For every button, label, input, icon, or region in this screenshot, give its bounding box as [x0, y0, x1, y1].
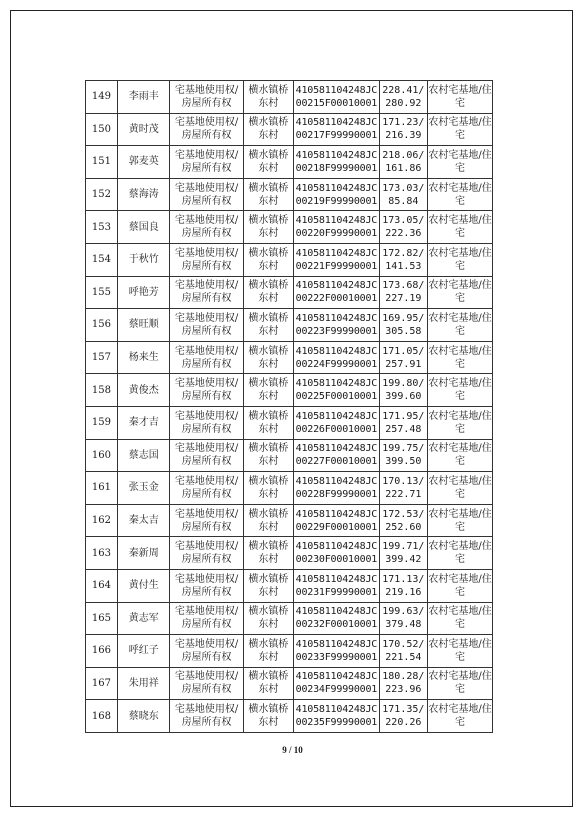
owner-name-cell: 黄俊杰 — [117, 374, 170, 407]
area-cell: 170.52/221.54 — [379, 635, 427, 668]
land-use-cell: 农村宅基地/住宅 — [428, 635, 493, 668]
row-number-cell: 149 — [86, 81, 118, 114]
right-type-cell: 宅基地使用权/房屋所有权 — [170, 309, 243, 342]
location-cell: 横水镇桥东村 — [243, 113, 293, 146]
page-number: 9 / 10 — [282, 745, 303, 755]
right-type-cell: 宅基地使用权/房屋所有权 — [170, 700, 243, 733]
area-cell: 199.63/379.48 — [379, 602, 427, 635]
land-use-cell: 农村宅基地/住宅 — [428, 406, 493, 439]
owner-name-cell: 蔡国良 — [117, 211, 170, 244]
owner-name-cell: 秦才吉 — [117, 406, 170, 439]
unit-code-cell: 410581104248JC00215F00010001 — [294, 81, 380, 114]
right-type-cell: 宅基地使用权/房屋所有权 — [170, 276, 243, 309]
location-cell: 横水镇桥东村 — [243, 374, 293, 407]
area-cell: 171.95/257.48 — [379, 406, 427, 439]
owner-name-cell: 蔡海涛 — [117, 178, 170, 211]
row-number-cell: 151 — [86, 146, 118, 179]
owner-name-cell: 李雨丰 — [117, 81, 170, 114]
row-number-cell: 168 — [86, 700, 118, 733]
row-number-cell: 159 — [86, 406, 118, 439]
unit-code-cell: 410581104248JC00226F00010001 — [294, 406, 380, 439]
area-cell: 199.71/399.42 — [379, 537, 427, 570]
right-type-cell: 宅基地使用权/房屋所有权 — [170, 374, 243, 407]
row-number-cell: 162 — [86, 504, 118, 537]
right-type-cell: 宅基地使用权/房屋所有权 — [170, 341, 243, 374]
location-cell: 横水镇桥东村 — [243, 243, 293, 276]
right-type-cell: 宅基地使用权/房屋所有权 — [170, 439, 243, 472]
land-use-cell: 农村宅基地/住宅 — [428, 276, 493, 309]
location-cell: 横水镇桥东村 — [243, 309, 293, 342]
row-number-cell: 156 — [86, 309, 118, 342]
table-row — [86, 406, 493, 439]
table-row — [86, 211, 493, 244]
location-cell: 横水镇桥东村 — [243, 178, 293, 211]
owner-name-cell: 黄时茂 — [117, 113, 170, 146]
row-number-cell: 152 — [86, 178, 118, 211]
area-cell: 199.80/399.60 — [379, 374, 427, 407]
row-number-cell: 154 — [86, 243, 118, 276]
table-row — [86, 667, 493, 700]
land-use-cell: 农村宅基地/住宅 — [428, 81, 493, 114]
right-type-cell: 宅基地使用权/房屋所有权 — [170, 406, 243, 439]
area-cell: 228.41/280.92 — [379, 81, 427, 114]
unit-code-cell: 410581104248JC00233F99990001 — [294, 635, 380, 668]
owner-name-cell: 呼艳芳 — [117, 276, 170, 309]
location-cell: 横水镇桥东村 — [243, 81, 293, 114]
row-number-cell: 158 — [86, 374, 118, 407]
table-row — [86, 635, 493, 668]
table-row — [86, 602, 493, 635]
table-row — [86, 113, 493, 146]
area-cell: 218.06/161.86 — [379, 146, 427, 179]
area-cell: 171.23/216.39 — [379, 113, 427, 146]
land-use-cell: 农村宅基地/住宅 — [428, 113, 493, 146]
unit-code-cell: 410581104248JC00218F99990001 — [294, 146, 380, 179]
row-number-cell: 165 — [86, 602, 118, 635]
table-row — [86, 569, 493, 602]
unit-code-cell: 410581104248JC00232F00010001 — [294, 602, 380, 635]
row-number-cell: 166 — [86, 635, 118, 668]
unit-code-cell: 410581104248JC00222F00010001 — [294, 276, 380, 309]
unit-code-cell: 410581104248JC00225F00010001 — [294, 374, 380, 407]
unit-code-cell: 410581104248JC00224F99990001 — [294, 341, 380, 374]
area-cell: 171.13/219.16 — [379, 569, 427, 602]
registry-table — [85, 80, 493, 733]
unit-code-cell: 410581104248JC00230F00010001 — [294, 537, 380, 570]
location-cell: 横水镇桥东村 — [243, 635, 293, 668]
land-use-cell: 农村宅基地/住宅 — [428, 472, 493, 505]
right-type-cell: 宅基地使用权/房屋所有权 — [170, 81, 243, 114]
unit-code-cell: 410581104248JC00219F99990001 — [294, 178, 380, 211]
location-cell: 横水镇桥东村 — [243, 276, 293, 309]
right-type-cell: 宅基地使用权/房屋所有权 — [170, 569, 243, 602]
table-row — [86, 700, 493, 733]
table-row — [86, 341, 493, 374]
table-row — [86, 276, 493, 309]
location-cell: 横水镇桥东村 — [243, 569, 293, 602]
table-row — [86, 472, 493, 505]
row-number-cell: 160 — [86, 439, 118, 472]
unit-code-cell: 410581104248JC00231F99990001 — [294, 569, 380, 602]
owner-name-cell: 张玉金 — [117, 472, 170, 505]
location-cell: 横水镇桥东村 — [243, 406, 293, 439]
owner-name-cell: 蔡旺顺 — [117, 309, 170, 342]
table-row — [86, 243, 493, 276]
owner-name-cell: 朱用祥 — [117, 667, 170, 700]
right-type-cell: 宅基地使用权/房屋所有权 — [170, 146, 243, 179]
land-use-cell: 农村宅基地/住宅 — [428, 537, 493, 570]
row-number-cell: 157 — [86, 341, 118, 374]
right-type-cell: 宅基地使用权/房屋所有权 — [170, 602, 243, 635]
right-type-cell: 宅基地使用权/房屋所有权 — [170, 113, 243, 146]
land-use-cell: 农村宅基地/住宅 — [428, 569, 493, 602]
area-cell: 173.05/222.36 — [379, 211, 427, 244]
table-row — [86, 374, 493, 407]
location-cell: 横水镇桥东村 — [243, 700, 293, 733]
owner-name-cell: 蔡晓东 — [117, 700, 170, 733]
land-use-cell: 农村宅基地/住宅 — [428, 309, 493, 342]
right-type-cell: 宅基地使用权/房屋所有权 — [170, 667, 243, 700]
land-use-cell: 农村宅基地/住宅 — [428, 178, 493, 211]
land-use-cell: 农村宅基地/住宅 — [428, 439, 493, 472]
table-row — [86, 81, 493, 114]
area-cell: 171.05/257.91 — [379, 341, 427, 374]
owner-name-cell: 蔡志国 — [117, 439, 170, 472]
land-use-cell: 农村宅基地/住宅 — [428, 667, 493, 700]
area-cell: 173.03/85.84 — [379, 178, 427, 211]
land-use-cell: 农村宅基地/住宅 — [428, 504, 493, 537]
table-row — [86, 537, 493, 570]
owner-name-cell: 秦新周 — [117, 537, 170, 570]
unit-code-cell: 410581104248JC00217F99990001 — [294, 113, 380, 146]
area-cell: 199.75/399.50 — [379, 439, 427, 472]
row-number-cell: 153 — [86, 211, 118, 244]
area-cell: 171.35/220.26 — [379, 700, 427, 733]
owner-name-cell: 黄付生 — [117, 569, 170, 602]
right-type-cell: 宅基地使用权/房屋所有权 — [170, 178, 243, 211]
right-type-cell: 宅基地使用权/房屋所有权 — [170, 635, 243, 668]
owner-name-cell: 杨来生 — [117, 341, 170, 374]
table-row — [86, 309, 493, 342]
area-cell: 173.68/227.19 — [379, 276, 427, 309]
right-type-cell: 宅基地使用权/房屋所有权 — [170, 537, 243, 570]
location-cell: 横水镇桥东村 — [243, 211, 293, 244]
land-use-cell: 农村宅基地/住宅 — [428, 602, 493, 635]
location-cell: 横水镇桥东村 — [243, 472, 293, 505]
area-cell: 180.28/223.96 — [379, 667, 427, 700]
owner-name-cell: 于秋竹 — [117, 243, 170, 276]
row-number-cell: 164 — [86, 569, 118, 602]
location-cell: 横水镇桥东村 — [243, 667, 293, 700]
row-number-cell: 150 — [86, 113, 118, 146]
area-cell: 169.95/305.58 — [379, 309, 427, 342]
table-row — [86, 504, 493, 537]
location-cell: 横水镇桥东村 — [243, 439, 293, 472]
area-cell: 170.13/222.71 — [379, 472, 427, 505]
location-cell: 横水镇桥东村 — [243, 341, 293, 374]
unit-code-cell: 410581104248JC00221F99990001 — [294, 243, 380, 276]
owner-name-cell: 郭麦英 — [117, 146, 170, 179]
location-cell: 横水镇桥东村 — [243, 537, 293, 570]
unit-code-cell: 410581104248JC00228F99990001 — [294, 472, 380, 505]
row-number-cell: 167 — [86, 667, 118, 700]
row-number-cell: 161 — [86, 472, 118, 505]
location-cell: 横水镇桥东村 — [243, 146, 293, 179]
right-type-cell: 宅基地使用权/房屋所有权 — [170, 243, 243, 276]
land-use-cell: 农村宅基地/住宅 — [428, 341, 493, 374]
unit-code-cell: 410581104248JC00220F99990001 — [294, 211, 380, 244]
table-row — [86, 146, 493, 179]
location-cell: 横水镇桥东村 — [243, 602, 293, 635]
row-number-cell: 163 — [86, 537, 118, 570]
row-number-cell: 155 — [86, 276, 118, 309]
right-type-cell: 宅基地使用权/房屋所有权 — [170, 211, 243, 244]
unit-code-cell: 410581104248JC00235F99990001 — [294, 700, 380, 733]
owner-name-cell: 黄志军 — [117, 602, 170, 635]
registry-table-body — [86, 81, 493, 733]
unit-code-cell: 410581104248JC00227F00010001 — [294, 439, 380, 472]
unit-code-cell: 410581104248JC00223F99990001 — [294, 309, 380, 342]
land-use-cell: 农村宅基地/住宅 — [428, 374, 493, 407]
unit-code-cell: 410581104248JC00229F00010001 — [294, 504, 380, 537]
land-use-cell: 农村宅基地/住宅 — [428, 146, 493, 179]
table-row — [86, 439, 493, 472]
land-use-cell: 农村宅基地/住宅 — [428, 243, 493, 276]
land-use-cell: 农村宅基地/住宅 — [428, 700, 493, 733]
right-type-cell: 宅基地使用权/房屋所有权 — [170, 504, 243, 537]
right-type-cell: 宅基地使用权/房屋所有权 — [170, 472, 243, 505]
area-cell: 172.53/252.60 — [379, 504, 427, 537]
land-use-cell: 农村宅基地/住宅 — [428, 211, 493, 244]
area-cell: 172.82/141.53 — [379, 243, 427, 276]
table-row — [86, 178, 493, 211]
location-cell: 横水镇桥东村 — [243, 504, 293, 537]
unit-code-cell: 410581104248JC00234F99990001 — [294, 667, 380, 700]
owner-name-cell: 秦太吉 — [117, 504, 170, 537]
owner-name-cell: 呼红子 — [117, 635, 170, 668]
